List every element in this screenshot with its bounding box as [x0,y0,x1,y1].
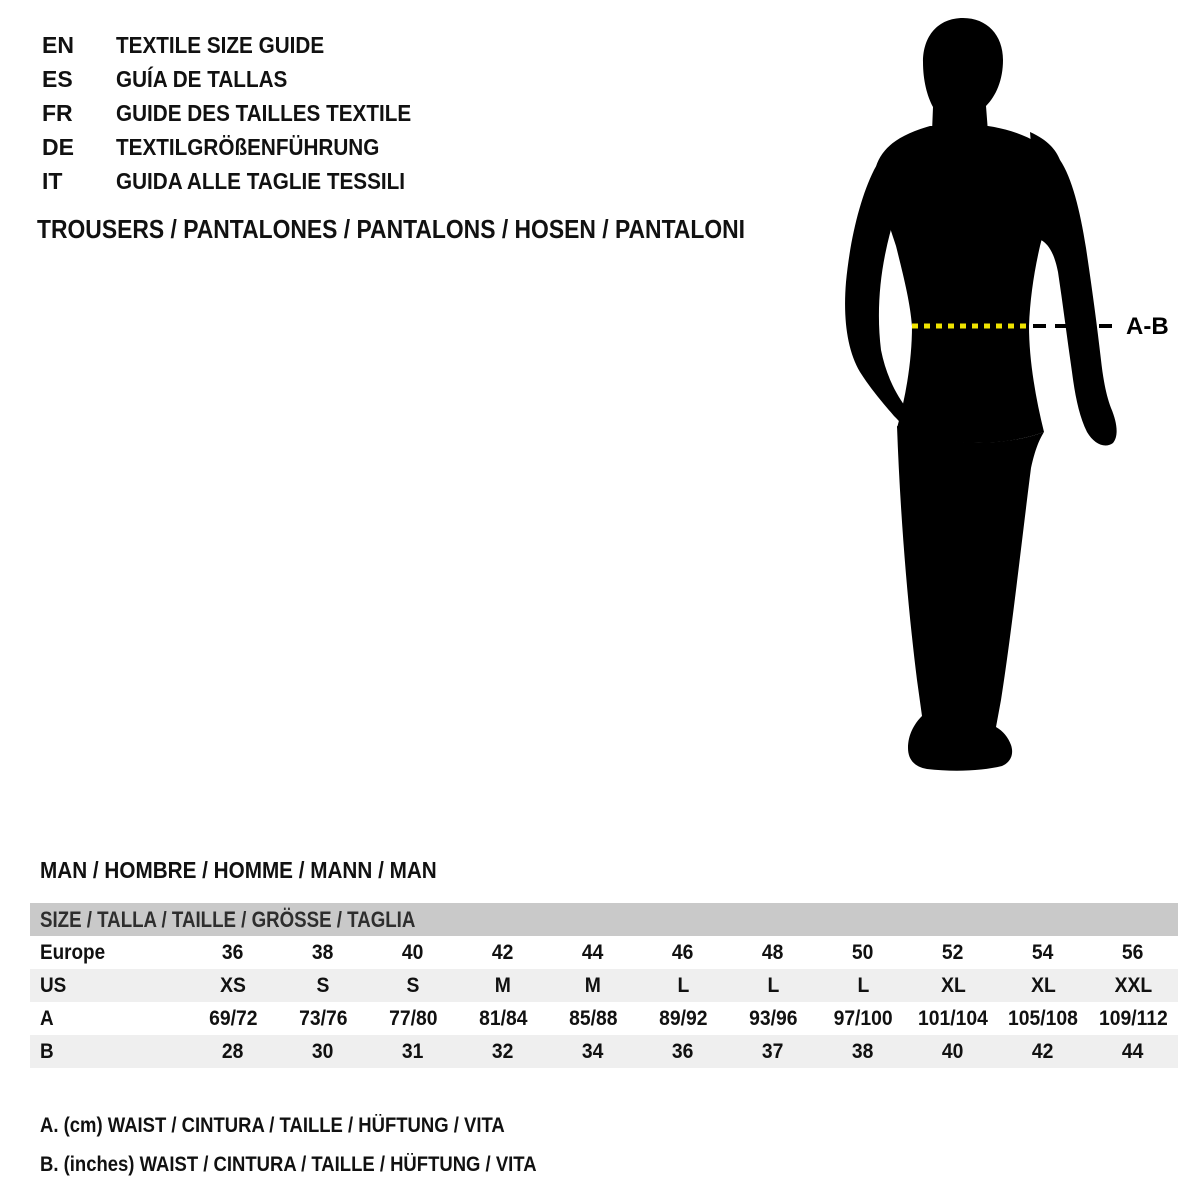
cell-value: L [767,974,779,997]
cell-value: 101/104 [918,1007,988,1030]
cell-value: 85/88 [568,1007,618,1030]
row-label: Europe [40,941,106,964]
silhouette-right-arm [1030,132,1117,446]
cell-value: 44 [582,941,604,964]
cell-value: M [494,974,512,997]
cell-value: 52 [942,941,964,964]
cell-value: 105/108 [1008,1007,1078,1030]
cell-value: 54 [1032,941,1054,964]
cell-value: 56 [1122,941,1144,964]
lang-title: GUÍA DE TALLAS [116,66,288,92]
cell-value: 81/84 [478,1007,528,1030]
cell-value: 37 [762,1040,784,1063]
lang-title: TEXTILE SIZE GUIDE [116,32,325,58]
cell-value: 38 [312,941,334,964]
cell-value: XS [220,974,246,997]
cell-value: 42 [492,941,514,964]
lang-code: FR [42,100,73,126]
lang-title: GUIDE DES TAILLES TEXTILE [116,100,412,126]
cell-value: M [584,974,602,997]
cell-value: 44 [1122,1040,1144,1063]
cell-value: 48 [762,941,784,964]
silhouette-head [923,18,1003,132]
category-title: TROUSERS / PANTALONES / PANTALONS / HOSEN / PANTALONI [37,214,746,244]
cell-value: L [857,974,869,997]
cell-value: 109/112 [1098,1007,1168,1030]
cell-value: 36 [672,1040,694,1063]
cell-value: 38 [852,1040,874,1063]
cell-value: 89/92 [658,1007,708,1030]
lang-title: TEXTILGRÖßENFÜHRUNG [116,134,380,160]
cell-value: XL [940,974,966,997]
cell-value: 32 [492,1040,514,1063]
cell-value: XL [1030,974,1056,997]
cell-value: 28 [222,1040,244,1063]
cell-value: 31 [402,1040,424,1063]
cell-value: 30 [312,1040,334,1063]
cell-value: 69/72 [208,1007,258,1030]
measurement-notes [40,1106,604,1184]
table-row-europe [30,936,1178,969]
row-label: A [40,1007,54,1030]
cell-value: 34 [582,1040,604,1063]
table-row-b-inches [30,1035,1178,1068]
cell-value: 77/80 [388,1007,438,1030]
cell-value: S [316,974,330,997]
row-label: US [40,974,67,997]
lang-title: GUIDA ALLE TAGLIE TESSILI [116,168,406,194]
lang-code: ES [42,66,73,92]
language-title-list [42,28,444,198]
cell-value: 36 [222,941,244,964]
lang-code: IT [42,168,63,194]
cell-value: 42 [1032,1040,1054,1063]
lang-row-en [42,28,444,62]
cell-value: 46 [672,941,694,964]
cell-value: 40 [402,941,424,964]
lang-row-de [42,130,444,164]
note-b: B. (inches) WAIST / CINTURA / TAILLE / HÜFTUNG / VITA [40,1153,537,1176]
man-silhouette-svg [820,0,1200,780]
cell-value: L [677,974,689,997]
lang-row-fr [42,96,444,130]
size-table-header-bar [30,903,1178,936]
size-table-header-label: SIZE / TALLA / TAILLE / GRÖSSE / TAGLIA [40,907,416,932]
figure-man-silhouette [820,0,1200,780]
lang-code: EN [42,32,74,58]
lang-row-it [42,164,444,198]
cell-value: 50 [852,941,874,964]
silhouette-legs [897,426,1044,771]
size-table [30,903,1178,1068]
table-row-a-cm [30,1002,1178,1035]
table-row-us [30,969,1178,1002]
cell-value: S [406,974,420,997]
measure-label: A-B [1126,313,1169,340]
cell-value: 93/96 [748,1007,798,1030]
cell-value: 40 [942,1040,964,1063]
row-label: B [40,1040,54,1063]
note-a: A. (cm) WAIST / CINTURA / TAILLE / HÜFTUNG / VITA [40,1114,505,1137]
cell-value: XXL [1114,974,1152,997]
lang-code: DE [42,134,74,160]
section-title-man: MAN / HOMBRE / HOMME / MANN / MAN [40,857,437,883]
cell-value: 73/76 [298,1007,348,1030]
cell-value: 97/100 [833,1007,893,1030]
lang-row-es [42,62,444,96]
